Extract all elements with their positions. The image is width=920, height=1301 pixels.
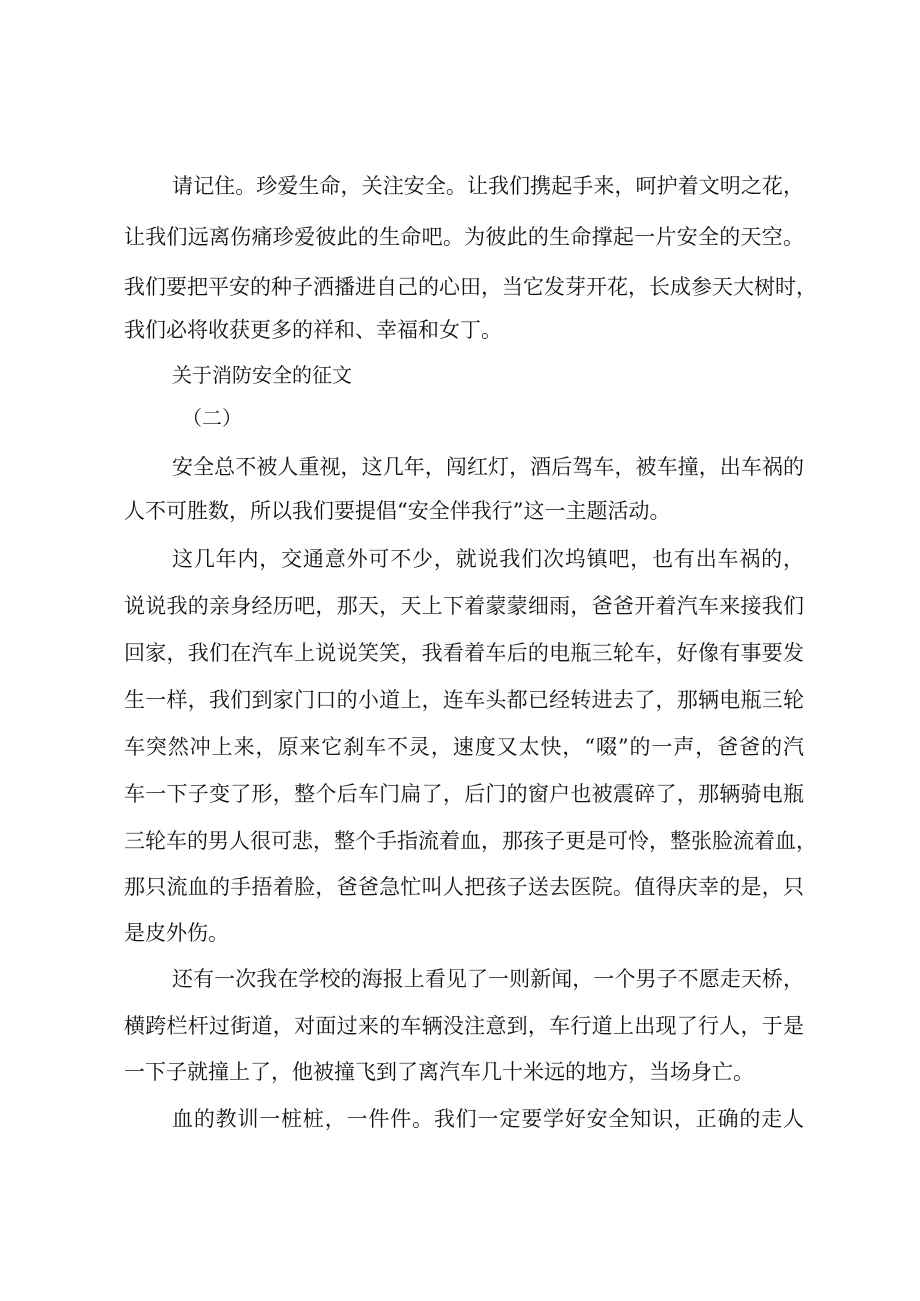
paragraph-line: 人不可胜数，所以我们要提倡“安全伴我行”这一主题活动。 — [124, 499, 671, 523]
paragraph-line: 是皮外伤。 — [124, 921, 229, 945]
paragraph-line: 这几年内，交通意外可不少，就说我们次坞镇吧，也有出车祸的， — [172, 547, 804, 571]
paragraph-line: 安全总不被人重视，这几年，闯红灯，酒后驾车，被车撞，出车祸的 — [172, 455, 804, 479]
paragraph-line: 请记住。珍爱生命，关注安全。让我们携起手来，呵护着文明之花， — [172, 174, 804, 198]
paragraph-line: 让我们远离伤痛珍爱彼此的生命吧。为彼此的生命撑起一片安全的天空。 — [124, 225, 804, 249]
section-number: （二） — [182, 406, 242, 430]
paragraph-line: 我们要把平安的种子洒播进自己的心田，当它发芽开花，长成参天大树时， — [124, 275, 817, 299]
paragraph-line: 一下子就撞上了，他被撞飞到了离汽车几十米远的地方，当场身亡。 — [124, 1060, 754, 1084]
paragraph-line: 生一样，我们到家门口的小道上，连车头都已经转进去了，那辆电瓶三轮 — [124, 688, 804, 712]
paragraph-line: 回家，我们在汽车上说说笑笑，我看着车后的电瓶三轮车，好像有事要发 — [124, 641, 804, 665]
paragraph-line: 那只流血的手捂着脸，爸爸急忙叫人把孩子送去医院。值得庆幸的是，只 — [124, 875, 804, 899]
paragraph-line: 车突然冲上来，原来它刹车不灵，速度又太快，“啜”的一声，爸爸的汽 — [124, 735, 804, 759]
paragraph-line: 我们必将收获更多的祥和、幸福和女丁。 — [124, 318, 502, 342]
paragraph-line: 横跨栏杆过街道，对面过来的车辆没注意到，车行道上出现了行人，于是 — [124, 1014, 804, 1038]
article-title: 关于消防安全的征文 — [172, 363, 352, 387]
paragraph-line: 还有一次我在学校的海报上看见了一则新闻，一个男子不愿走天桥， — [172, 967, 804, 991]
paragraph-line: 三轮车的男人很可悲，整个手指流着血，那孩子更是可怜，整张脸流着血， — [124, 829, 817, 853]
paragraph-line: 血的教训一桩桩，一件件。我们一定要学好安全知识，正确的走人 — [172, 1107, 804, 1131]
paragraph-line: 车一下子变了形，整个后车门扁了，后门的窗户也被震碎了，那辆骑电瓶 — [124, 782, 804, 806]
paragraph-line: 说说我的亲身经历吧，那天，天上下着蒙蒙细雨，爸爸开着汽车来接我们 — [124, 594, 804, 618]
